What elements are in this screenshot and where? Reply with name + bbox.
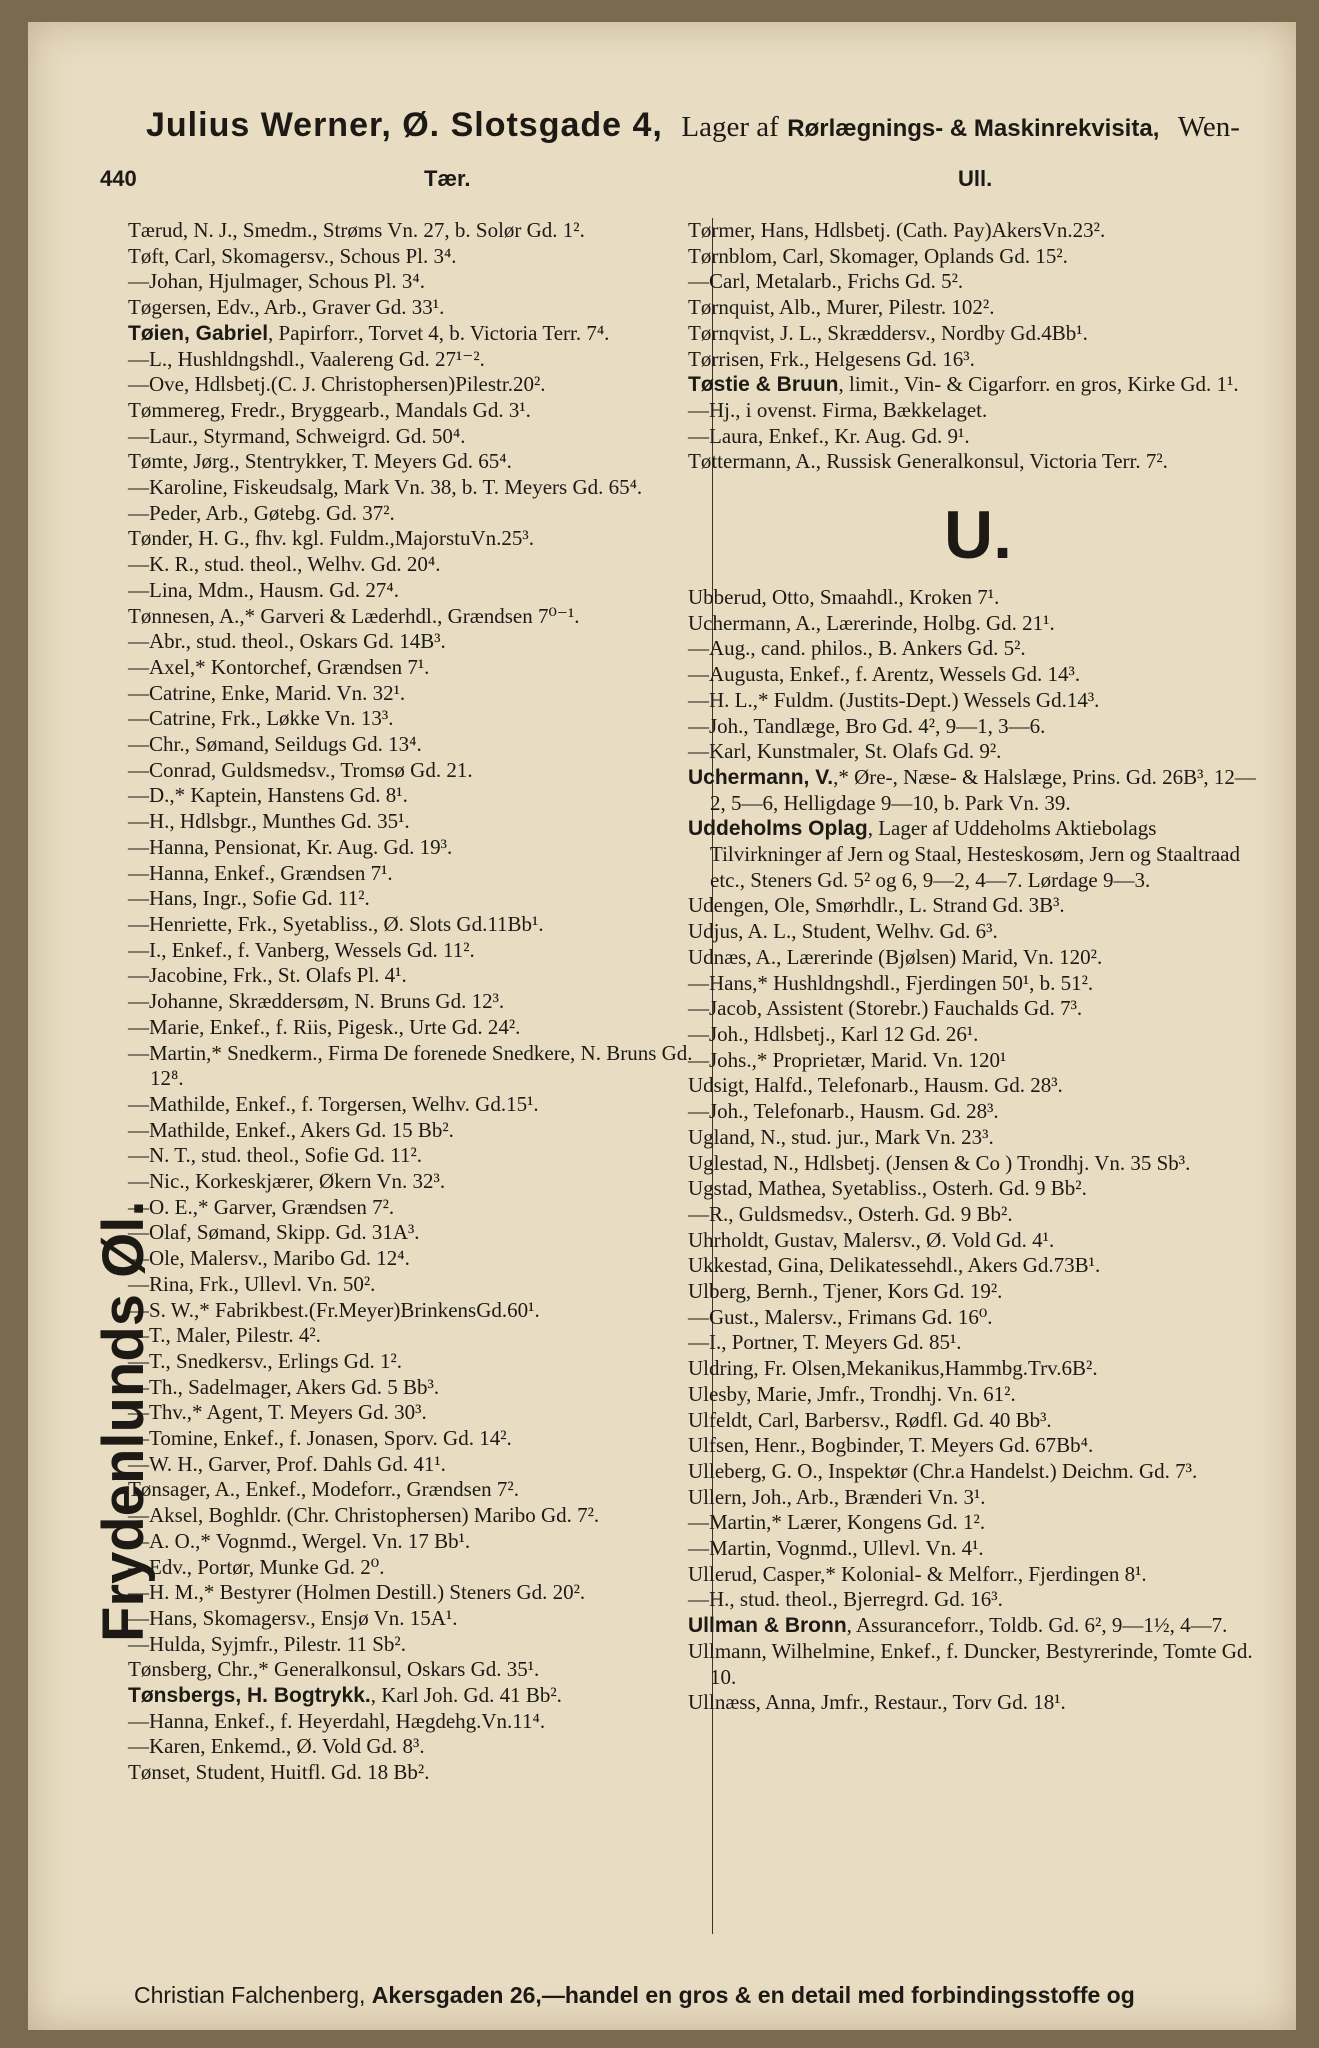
entry-text: —Gust., Malersv., Frimans Gd. 16⁰. xyxy=(688,1304,993,1329)
entry-text: Ulfsen, Henr., Bogbinder, T. Meyers Gd. 67Bb⁴. xyxy=(688,1433,1094,1458)
entry-text: —I., Portner, T. Meyers Gd. 85¹. xyxy=(688,1330,962,1355)
entry-text: —Hans, Skomagersv., Ensjø Vn. 15A¹. xyxy=(128,1605,458,1630)
entry-text: —Hans,* Hushldngshdl., Fjerdingen 50¹, b. 51². xyxy=(688,970,1094,995)
directory-entry xyxy=(688,449,1268,475)
entry-text: —Olaf, Sømand, Skipp. Gd. 31A³. xyxy=(128,1220,420,1245)
entry-text: —Laura, Enkef., Kr. Aug. Gd. 9¹. xyxy=(688,423,970,448)
header-ad-end: Wen- xyxy=(1177,111,1240,143)
directory-entry xyxy=(128,398,706,424)
directory-entry xyxy=(688,1536,1268,1562)
directory-entry xyxy=(128,449,706,475)
directory-entry xyxy=(688,765,1268,816)
entry-text: —Thv.,* Agent, T. Meyers Gd. 30³. xyxy=(128,1400,427,1425)
directory-entry xyxy=(688,1459,1268,1485)
entry-text: —Joh., Tandlæge, Bro Gd. 4², 9—1, 3—6. xyxy=(688,713,1046,738)
directory-entry xyxy=(128,1349,706,1375)
directory-entry xyxy=(128,269,706,295)
entry-text: Tønset, Student, Huitfl. Gd. 18 Bb². xyxy=(128,1760,430,1785)
entry-text: —R., Guldsmedsv., Osterh. Gd. 9 Bb². xyxy=(688,1201,1013,1226)
entry-text: , limit., Vin- & Cigarforr. en gros, Kirke Gd. 1¹. xyxy=(838,372,1239,397)
entry-text: —Th., Sadelmager, Akers Gd. 5 Bb³. xyxy=(128,1374,440,1399)
directory-entry xyxy=(128,475,706,501)
directory-entry xyxy=(128,1709,706,1735)
directory-entry xyxy=(688,269,1268,295)
directory-entry xyxy=(688,1485,1268,1511)
entry-text: —Hanna, Enkef., f. Heyerdahl, Hægdehg.Vn.11⁴. xyxy=(128,1708,546,1733)
entry-text: , Assuranceforr., Toldb. Gd. 6², 9—1½, 4—7. xyxy=(846,1613,1228,1638)
entry-text: Ugland, N., stud. jur., Mark Vn. 23³. xyxy=(688,1124,994,1149)
directory-entry xyxy=(688,1330,1268,1356)
entry-text: —Hanna, Enkef., Grændsen 7¹. xyxy=(128,860,393,885)
entry-text: —Catrine, Frk., Løkke Vn. 13³. xyxy=(128,706,394,731)
entry-text: —Johs.,* Proprietær, Marid. Vn. 120¹ xyxy=(688,1047,1007,1072)
directory-entry xyxy=(688,424,1268,450)
entry-text: —Martin,* Snedkerm., Firma De forenede Snedkere, N. Bruns Gd. 12⁸. xyxy=(128,1040,693,1091)
entry-text: —Axel,* Kontorchef, Grændsen 7¹. xyxy=(128,654,430,679)
header-ad-normal: Lager af xyxy=(681,111,779,143)
entry-text: Tørnblom, Carl, Skomager, Oplands Gd. 15². xyxy=(688,243,1068,268)
directory-entry xyxy=(128,1041,706,1092)
entry-text: —Nic., Korkeskjærer, Økern Vn. 32³. xyxy=(128,1169,446,1194)
directory-entry xyxy=(688,919,1268,945)
directory-entry xyxy=(688,1253,1268,1279)
directory-entry xyxy=(688,244,1268,270)
entry-text: , Lager af Uddeholms Aktiebolags Tilvirkninger af Jern og Staal, Hesteskosøm, Jern og Staaltraad etc., Steners Gd. 5² og 6, 9—2, 4—7. Lørdage 9—3. xyxy=(710,816,1240,892)
directory-entry xyxy=(128,1477,706,1503)
directory-entry xyxy=(688,347,1268,373)
directory-entry xyxy=(128,1580,706,1606)
directory-entry xyxy=(128,886,706,912)
directory-entry xyxy=(128,295,706,321)
right-column-u-entries xyxy=(688,585,1268,1716)
directory-entry xyxy=(688,1202,1268,1228)
entry-text: Ulleberg, G. O., Inspektør (Chr.a Handelst.) Deichm. Gd. 7³. xyxy=(688,1458,1198,1483)
entry-text: —Catrine, Enke, Marid. Vn. 32¹. xyxy=(128,680,406,705)
entry-text: Tørrisen, Frk., Helgesens Gd. 16³. xyxy=(688,346,975,371)
entry-text: —H. L.,* Fuldm. (Justits-Dept.) Wessels Gd.14³. xyxy=(688,687,1100,712)
directory-entry xyxy=(128,552,706,578)
directory-entry xyxy=(688,585,1268,611)
directory-entry xyxy=(128,758,706,784)
entry-text: —Johanne, Skræddersøm, N. Bruns Gd. 12³. xyxy=(128,989,505,1014)
running-head-left: Tær. xyxy=(424,166,471,191)
directory-entry xyxy=(128,629,706,655)
directory-entry xyxy=(128,1195,706,1221)
entry-text: —Mathilde, Enkef., Akers Gd. 15 Bb². xyxy=(128,1117,454,1142)
directory-entry xyxy=(688,1048,1268,1074)
entry-text: Tøft, Carl, Skomagersv., Schous Pl. 3⁴. xyxy=(128,243,457,268)
directory-entry xyxy=(128,604,706,630)
right-column xyxy=(688,218,1268,1716)
entry-text: —Aug., cand. philos., B. Ankers Gd. 5². xyxy=(688,636,1026,661)
directory-entry xyxy=(128,1169,706,1195)
directory-entry xyxy=(128,963,706,989)
directory-entry xyxy=(128,1220,706,1246)
directory-entry xyxy=(128,1272,706,1298)
directory-entry xyxy=(688,816,1268,893)
entry-text: Udsigt, Halfd., Telefonarb., Hausm. Gd. 28³. xyxy=(688,1073,1063,1098)
entry-text: Uldring, Fr. Olsen,Mekanikus,Hammbg.Trv.6B². xyxy=(688,1356,1098,1381)
entry-text: Ulberg, Bernh., Tjener, Kors Gd. 19². xyxy=(688,1279,1003,1304)
entry-text: —Ole, Malersv., Maribo Gd. 12⁴. xyxy=(128,1246,410,1271)
entry-text: —Abr., stud. theol., Oskars Gd. 14B³. xyxy=(128,629,446,654)
entry-text: —Ove, Hdlsbetj.(C. J. Christophersen)Pilestr.20². xyxy=(128,372,546,397)
directory-entry xyxy=(128,989,706,1015)
header-ad-bold: Julius Werner, Ø. Slotsgade 4, xyxy=(146,106,663,144)
directory-entry xyxy=(688,1356,1268,1382)
entry-text: Ullnæss, Anna, Jmfr., Restaur., Torv Gd. 18¹. xyxy=(688,1690,1066,1715)
entry-text: —H., Hdlsbgr., Munthes Gd. 35¹. xyxy=(128,809,410,834)
directory-entry xyxy=(688,1562,1268,1588)
entry-text: Tørnquist, Alb., Murer, Pilestr. 102². xyxy=(688,295,995,320)
entry-text: Tønsberg, Chr.,* Generalkonsul, Oskars Gd. 35¹. xyxy=(128,1657,540,1682)
entry-text: —Henriette, Frk., Syetabliss., Ø. Slots Gd.11Bb¹. xyxy=(128,911,544,936)
directory-entry xyxy=(688,636,1268,662)
entry-text: —S. W.,* Fabrikbest.(Fr.Meyer)BrinkensGd.60¹. xyxy=(128,1297,540,1322)
entry-text: —Augusta, Enkef., f. Arentz, Wessels Gd. 14³. xyxy=(688,662,1081,687)
entry-text: —Laur., Styrmand, Schweigrd. Gd. 50⁴. xyxy=(128,423,466,448)
directory-entry xyxy=(128,1375,706,1401)
entry-text: —A. O.,* Vognmd., Wergel. Vn. 17 Bb¹. xyxy=(128,1528,471,1553)
footer-advertisement xyxy=(134,1982,1274,2009)
directory-entry xyxy=(128,655,706,681)
directory-entry xyxy=(688,1408,1268,1434)
entry-text: , Karl Joh. Gd. 41 Bb². xyxy=(370,1683,562,1708)
entry-text: Udjus, A. L., Student, Welhv. Gd. 6³. xyxy=(688,919,998,944)
entry-bold-name: Ullman & Bronn xyxy=(688,1614,847,1638)
directory-entry xyxy=(128,809,706,835)
directory-entry xyxy=(128,526,706,552)
directory-entry xyxy=(128,1683,706,1709)
entry-bold-name: Uchermann, V. xyxy=(688,765,834,789)
entry-text: Udnæs, A., Lærerinde (Bjølsen) Marid, Vn. 120². xyxy=(688,944,1103,969)
directory-entry xyxy=(688,971,1268,997)
directory-entry xyxy=(128,1426,706,1452)
entry-text: —W. H., Garver, Prof. Dahls Gd. 41¹. xyxy=(128,1451,446,1476)
footer-address: Akersgaden 26, xyxy=(371,1982,542,2008)
entry-text: Ullerud, Casper,* Kolonial- & Melforr., Fjerdingen 8¹. xyxy=(688,1561,1147,1586)
directory-entry xyxy=(128,1760,706,1786)
directory-entry xyxy=(688,1613,1268,1639)
entry-text: —O. E.,* Garver, Grændsen 7². xyxy=(128,1194,395,1219)
entry-text: —Tomine, Enkef., f. Jonasen, Sporv. Gd. 14². xyxy=(128,1426,512,1451)
directory-entry xyxy=(128,1734,706,1760)
entry-text: —Hans, Ingr., Sofie Gd. 11². xyxy=(128,886,370,911)
right-column-t-entries xyxy=(688,218,1268,475)
entry-text: Tørnqvist, J. L., Skræddersv., Nordby Gd.4Bb¹. xyxy=(688,320,1088,345)
directory-entry xyxy=(128,783,706,809)
directory-entry xyxy=(688,893,1268,919)
entry-text: Uchermann, A., Lærerinde, Holbg. Gd. 21¹. xyxy=(688,610,1055,635)
header-ad-bold-small: Rørlægnings- & Maskinrekvisita, xyxy=(787,115,1160,142)
directory-entry xyxy=(688,321,1268,347)
entry-text: —Karl, Kunstmaler, St. Olafs Gd. 9². xyxy=(688,739,1002,764)
directory-entry xyxy=(688,662,1268,688)
entry-text: —K. R., stud. theol., Welhv. Gd. 20⁴. xyxy=(128,552,441,577)
entry-text: —Martin, Vognmd., Ullevl. Vn. 4¹. xyxy=(688,1536,984,1561)
entry-text: —Joh., Telefonarb., Hausm. Gd. 28³. xyxy=(688,1099,999,1124)
side-ad-text: Frydenlunds Øl. xyxy=(91,1200,156,1642)
directory-entry xyxy=(128,1400,706,1426)
footer-name: Christian Falchenberg, xyxy=(134,1982,366,2008)
directory-entry xyxy=(688,739,1268,765)
directory-entry xyxy=(688,1510,1268,1536)
directory-entry xyxy=(688,1176,1268,1202)
entry-text: —L., Hushldngshdl., Vaalereng Gd. 27¹⁻². xyxy=(128,346,485,371)
directory-entry xyxy=(128,321,706,347)
entry-text: —Aksel, Boghldr. (Chr. Christophersen) Maribo Gd. 7². xyxy=(128,1503,600,1528)
directory-entry xyxy=(128,835,706,861)
directory-entry xyxy=(128,218,706,244)
directory-entry xyxy=(128,1606,706,1632)
running-head-right: Ull. xyxy=(958,166,993,191)
directory-entry xyxy=(128,1529,706,1555)
entry-text: ,* Øre-, Næse- & Halslæge, Prins. Gd. 26B³, 12—2, 5—6, Helligdage 9—10, b. Park Vn. 39. xyxy=(710,764,1256,815)
directory-entry xyxy=(688,945,1268,971)
entry-text: Tømmereg, Fredr., Bryggearb., Mandals Gd. 3¹. xyxy=(128,397,531,422)
directory-entry xyxy=(688,372,1268,398)
entry-text: —Conrad, Guldsmedsv., Tromsø Gd. 21. xyxy=(128,757,473,782)
directory-entry xyxy=(688,1433,1268,1459)
directory-entry xyxy=(688,1022,1268,1048)
directory-entry xyxy=(688,688,1268,714)
entry-text: —Hanna, Pensionat, Kr. Aug. Gd. 19³. xyxy=(128,834,453,859)
entry-text: —H. M.,* Bestyrer (Holmen Destill.) Steners Gd. 20². xyxy=(128,1580,586,1605)
entry-bold-name: Tøstie & Bruun xyxy=(688,373,839,397)
directory-entry xyxy=(128,1118,706,1144)
directory-entry xyxy=(128,1323,706,1349)
entry-text: —I., Enkef., f. Vanberg, Wessels Gd. 11². xyxy=(128,937,475,962)
entry-text: Ukkestad, Gina, Delikatessehdl., Akers Gd.73B¹. xyxy=(688,1253,1101,1278)
directory-entry xyxy=(688,295,1268,321)
entry-text: —T., Snedkersv., Erlings Gd. 1². xyxy=(128,1348,403,1373)
footer-rest: —handel en gros & en detail med forbindingsstoffe og xyxy=(541,1982,1135,2008)
directory-entry xyxy=(128,681,706,707)
directory-entry xyxy=(688,1228,1268,1254)
directory-entry xyxy=(688,1099,1268,1125)
directory-entry xyxy=(128,861,706,887)
directory-entry xyxy=(128,1246,706,1272)
directory-entry xyxy=(128,938,706,964)
directory-entry xyxy=(688,1125,1268,1151)
directory-entry xyxy=(128,1555,706,1581)
entry-bold-name: Tøien, Gabriel xyxy=(128,321,269,345)
entry-text: —Chr., Sømand, Seildugs Gd. 13⁴. xyxy=(128,732,422,757)
entry-text: Ugstad, Mathea, Syetabliss., Osterh. Gd. 9 Bb². xyxy=(688,1176,1087,1201)
entry-text: —Johan, Hjulmager, Schous Pl. 3⁴. xyxy=(128,269,425,294)
entry-text: Ulfeldt, Carl, Barbersv., Rødfl. Gd. 40 Bb³. xyxy=(688,1407,1052,1432)
entry-text: Tømte, Jørg., Stentrykker, T. Meyers Gd. 65⁴. xyxy=(128,449,512,474)
directory-entry xyxy=(688,1073,1268,1099)
header-advertisement xyxy=(146,106,1266,145)
entry-text: —Lina, Mdm., Hausm. Gd. 27⁴. xyxy=(128,577,399,602)
entry-text: Tønnesen, A.,* Garveri & Læderhdl., Grændsen 7⁰⁻¹. xyxy=(128,603,580,628)
entry-text: Tønder, H. G., fhv. kgl. Fuldm.,MajorstuVn.25³. xyxy=(128,526,534,551)
directory-entry xyxy=(688,1279,1268,1305)
directory-entry xyxy=(128,424,706,450)
entry-text: Ullern, Joh., Arb., Brænderi Vn. 3¹. xyxy=(688,1484,986,1509)
entry-text: —D.,* Kaptein, Hanstens Gd. 8¹. xyxy=(128,783,408,808)
directory-entry xyxy=(688,218,1268,244)
entry-text: —Edv., Portør, Munke Gd. 2⁰. xyxy=(128,1554,385,1579)
entry-text: —Hulda, Syjmfr., Pilestr. 11 Sb². xyxy=(128,1631,406,1656)
entry-text: —Jacobine, Frk., St. Olafs Pl. 4¹. xyxy=(128,963,407,988)
directory-entry xyxy=(128,1092,706,1118)
entry-text: Tærud, N. J., Smedm., Strøms Vn. 27, b. Solør Gd. 1². xyxy=(128,218,585,242)
entry-text: Ubberud, Otto, Smaahdl., Kroken 7¹. xyxy=(688,585,1000,610)
directory-entry xyxy=(128,1657,706,1683)
entry-text: Tørmer, Hans, Hdlsbetj. (Cath. Pay)AkersVn.23². xyxy=(688,218,1106,242)
entry-text: Tøgersen, Edv., Arb., Graver Gd. 33¹. xyxy=(128,295,445,320)
section-letter-u: U. xyxy=(944,497,1012,574)
entry-bold-name: Tønsbergs, H. Bogtrykk. xyxy=(128,1684,371,1708)
entry-text: —H., stud. theol., Bjerregrd. Gd. 16³. xyxy=(688,1587,1003,1612)
entry-text: —T., Maler, Pilestr. 4². xyxy=(128,1323,321,1348)
entry-text: —Mathilde, Enkef., f. Torgersen, Welhv. Gd.15¹. xyxy=(128,1091,539,1116)
directory-entry xyxy=(128,1298,706,1324)
entry-text: Tøttermann, A., Russisk Generalkonsul, Victoria Terr. 7². xyxy=(688,449,1168,474)
directory-entry xyxy=(688,996,1268,1022)
directory-entry xyxy=(688,398,1268,424)
directory-entry xyxy=(128,1015,706,1041)
directory-entry xyxy=(688,1587,1268,1613)
entry-bold-name: Uddeholms Oplag xyxy=(688,817,868,841)
left-column xyxy=(128,218,706,1786)
entry-text: —Peder, Arb., Gøtebg. Gd. 37². xyxy=(128,500,395,525)
directory-entry xyxy=(128,244,706,270)
directory-entry xyxy=(128,1632,706,1658)
entry-text: Ulesby, Marie, Jmfr., Trondhj. Vn. 61². xyxy=(688,1381,1016,1406)
entry-text: Tønsager, A., Enkef., Modeforr., Grændsen 7². xyxy=(128,1477,519,1502)
directory-entry xyxy=(128,347,706,373)
directory-entry xyxy=(128,1452,706,1478)
directory-entry xyxy=(688,1639,1268,1690)
directory-entry xyxy=(688,1690,1268,1716)
entry-text: —Jacob, Assistent (Storebr.) Fauchalds Gd. 7³. xyxy=(688,996,1083,1021)
directory-entry xyxy=(128,732,706,758)
entry-text: —Karoline, Fiskeudsalg, Mark Vn. 38, b. T. Meyers Gd. 65⁴. xyxy=(128,475,643,500)
directory-entry xyxy=(128,578,706,604)
entry-text: —Joh., Hdlsbetj., Karl 12 Gd. 26¹. xyxy=(688,1021,979,1046)
directory-entry xyxy=(688,1382,1268,1408)
entry-text: —Rina, Frk., Ullevl. Vn. 50². xyxy=(128,1271,376,1296)
directory-entry xyxy=(688,1151,1268,1177)
directory-entry xyxy=(128,706,706,732)
directory-entry xyxy=(128,1503,706,1529)
entry-text: Udengen, Ole, Smørhdlr., L. Strand Gd. 3B³. xyxy=(688,893,1065,918)
directory-entry xyxy=(688,1305,1268,1331)
entry-text: —N. T., stud. theol., Sofie Gd. 11². xyxy=(128,1143,423,1168)
directory-page xyxy=(28,22,1296,2030)
directory-entry xyxy=(688,714,1268,740)
directory-entry xyxy=(128,912,706,938)
entry-text: —Karen, Enkemd., Ø. Vold Gd. 8³. xyxy=(128,1734,425,1759)
directory-entry xyxy=(128,501,706,527)
directory-entry xyxy=(128,1143,706,1169)
directory-entry xyxy=(688,611,1268,637)
entry-text: —Carl, Metalarb., Frichs Gd. 5². xyxy=(688,269,964,294)
entry-text: Uhrholdt, Gustav, Malersv., Ø. Vold Gd. 4¹. xyxy=(688,1227,1055,1252)
entry-text: —Marie, Enkef., f. Riis, Pigesk., Urte Gd. 24². xyxy=(128,1014,521,1039)
entry-text: , Papirforr., Torvet 4, b. Victoria Terr. 7⁴. xyxy=(268,320,610,345)
entry-text: —Hj., i ovenst. Firma, Bækkelaget. xyxy=(688,397,988,422)
entry-text: —Martin,* Lærer, Kongens Gd. 1². xyxy=(688,1510,986,1535)
directory-entry xyxy=(128,372,706,398)
entry-text: Uglestad, N., Hdlsbetj. (Jensen & Co ) Trondhj. Vn. 35 Sb³. xyxy=(688,1150,1191,1175)
page-number: 440 xyxy=(100,166,137,191)
entry-text: Ullmann, Wilhelmine, Enkef., f. Duncker, Bestyrerinde, Tomte Gd. 10. xyxy=(688,1638,1253,1689)
